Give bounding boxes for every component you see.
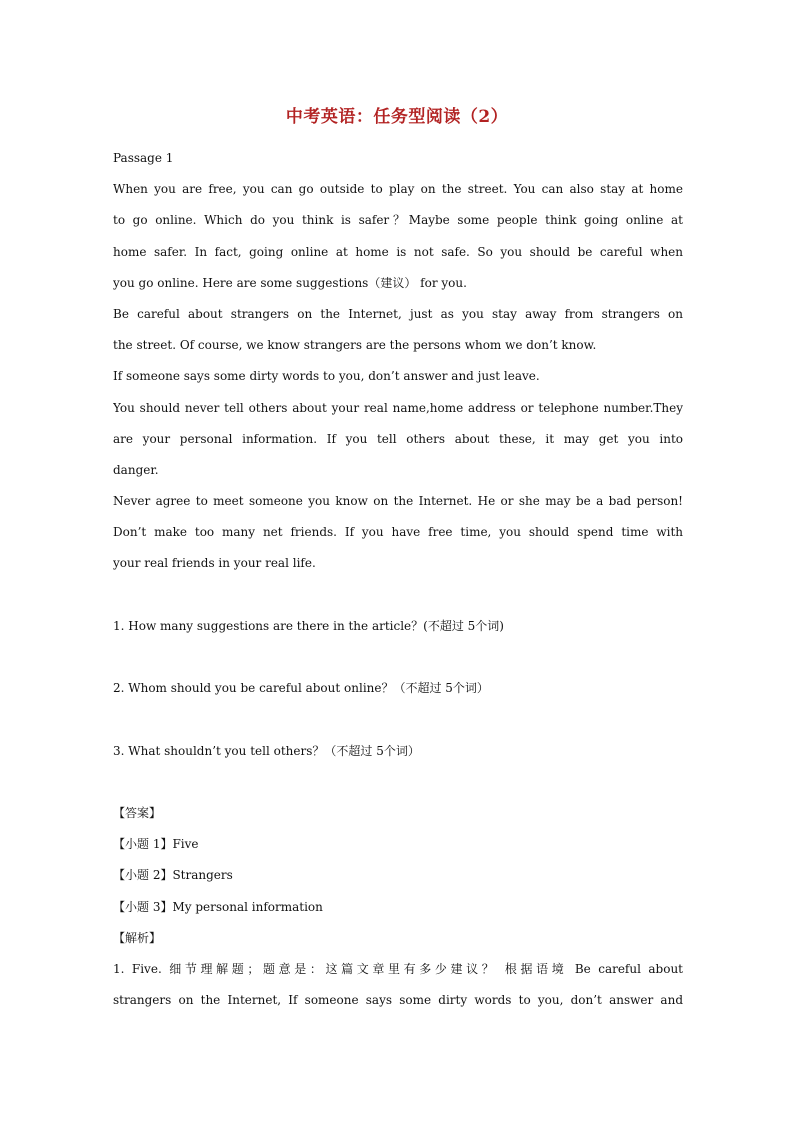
passage-line: Don’t make too many net friends. If you have free time, you should spend time with — [113, 525, 683, 540]
passage-line: Never agree to meet someone you know on the Internet. He or she may be a bad person! — [113, 494, 683, 509]
question-1: 1. How many suggestions are there in the article？(不超过 5个词) — [113, 618, 504, 633]
passage-line: If someone says some dirty words to you, don’t answer and just leave. — [113, 369, 540, 384]
spacer — [113, 767, 683, 798]
question-2: 2. Whom should you be careful about online？（不超过 5个词） — [113, 681, 489, 696]
passage-line: You should never tell others about your real name,home address or telephone number.They — [113, 400, 683, 415]
spacer — [113, 580, 683, 611]
answer-item: 【小题 2】Strangers — [113, 868, 233, 883]
passage-heading: Passage 1 — [113, 151, 174, 165]
passage-line: home safer. In fact, going online at home is not safe. So you should be careful when — [113, 244, 683, 259]
passage-line: are your personal information. If you tell others about these, it may get you into — [113, 431, 683, 446]
answer-item: 【小题 3】My personal information — [113, 899, 323, 914]
document-body — [113, 143, 683, 1016]
spacer — [113, 704, 683, 735]
question-3: 3. What shouldn’t you tell others？（不超过 5个词） — [113, 743, 420, 758]
answers-heading: 【答案】 — [113, 805, 162, 820]
passage-line: you go online. Here are some suggestions（建议） for you. — [113, 275, 467, 290]
passage-line: to go online. Which do you think is safer？Maybe some people think going online at — [113, 213, 683, 228]
passage-line: When you are free, you can go outside to play on the street. You can also stay at home — [113, 182, 683, 197]
analysis-line: strangers on the Internet, If someone says some dirty words to you, don’t answer and — [113, 993, 683, 1008]
document-title: 中考英语：任务型阅读（2） — [285, 107, 509, 127]
spacer — [113, 642, 683, 673]
passage-line: your real friends in your real life. — [113, 556, 316, 571]
passage-text — [113, 174, 683, 579]
analysis-line: 1. Five. 细节理解题；题意是：这篇文章里有多少建议？ 根据语境 Be careful about — [113, 961, 683, 976]
passage-line: Be careful about strangers on the Internet, just as you stay away from strangers on — [113, 306, 683, 321]
analysis-heading: 【解析】 — [113, 930, 162, 945]
passage-line: the street. Of course, we know strangers are the persons whom we don’t know. — [113, 338, 597, 353]
answer-item: 【小题 1】Five — [113, 837, 199, 852]
passage-line: danger. — [113, 462, 159, 477]
